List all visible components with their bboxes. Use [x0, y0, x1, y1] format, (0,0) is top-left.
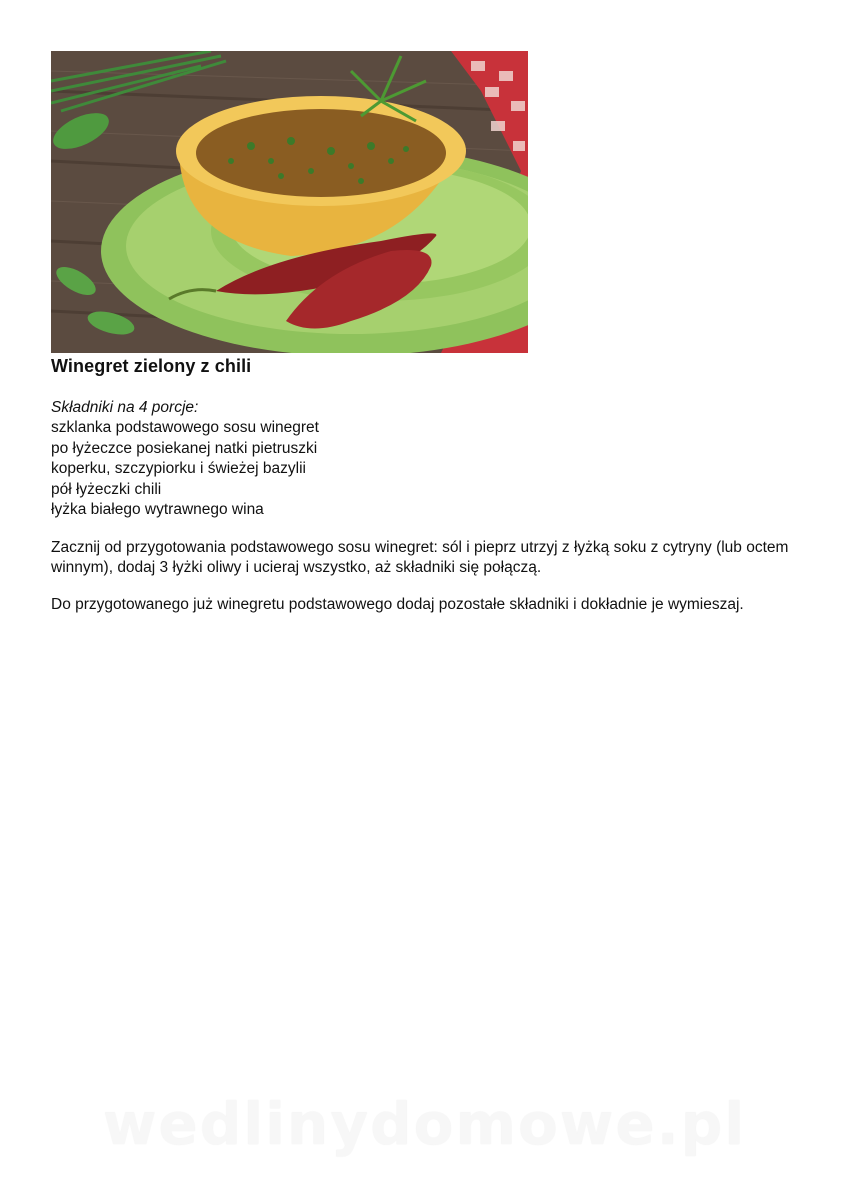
- food-photo-icon: [51, 51, 528, 353]
- ingredients-header: Składniki na 4 porcje:: [51, 399, 199, 416]
- ingredient-item: szklanka podstawowego sosu winegret: [51, 419, 319, 437]
- ingredient-item: pół łyżeczki chili: [51, 480, 162, 498]
- recipe-photo: [51, 51, 528, 353]
- instructions-paragraph: Zacznij od przygotowania podstawowego sosu winegret: sól i pieprz utrzyj z łyżką soku z cytryny (lub octem winnym), dodaj 3 łyżki oliwy i ucieraj wszystko, aż składniki się połączą.: [51, 539, 789, 577]
- recipe-title: Winegret zielony z chili: [51, 356, 252, 376]
- watermark: wedlinydomowe.pl: [102, 1090, 747, 1158]
- instructions-paragraph: Do przygotowanego już winegretu podstawowego dodaj pozostałe składniki i dokładnie je wymieszaj.: [51, 596, 744, 613]
- ingredient-item: koperku, szczypiorku i świeżej bazylii: [51, 460, 306, 478]
- ingredients-list: [51, 398, 319, 520]
- ingredient-item: po łyżeczce posiekanej natki pietruszki: [51, 439, 318, 457]
- ingredient-item: łyżka białego wytrawnego wina: [51, 501, 264, 519]
